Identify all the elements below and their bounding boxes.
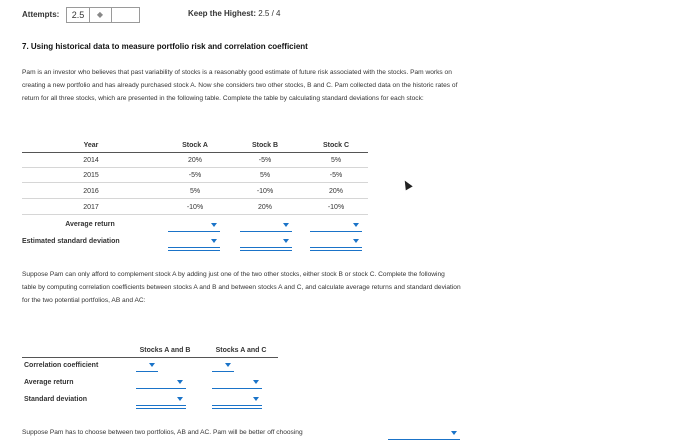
chevron-down-icon xyxy=(253,397,259,401)
col-header-stocks-ac: Stocks A and C xyxy=(215,347,267,354)
stock-c-average-dropdown[interactable] xyxy=(310,220,362,232)
std-dev-label: Estimated standard deviation xyxy=(22,238,120,245)
chevron-down-icon xyxy=(283,223,289,227)
portfolio-average-label: Average return xyxy=(24,379,74,386)
spinner-icon[interactable]: ◆ xyxy=(89,8,112,22)
ab-average-dropdown[interactable] xyxy=(136,377,186,389)
header-rule xyxy=(22,357,278,358)
chevron-down-icon xyxy=(353,239,359,243)
stock-b-average-dropdown[interactable] xyxy=(240,220,292,232)
ab-sd-dropdown[interactable] xyxy=(136,394,186,406)
row-divider xyxy=(22,167,368,168)
ac-average-dropdown[interactable] xyxy=(212,377,262,389)
table-cell: -5% xyxy=(329,172,343,179)
attempts-blank-cell xyxy=(111,8,138,22)
keep-highest-label: Keep the Highest: 2.5 / 4 xyxy=(188,9,281,18)
part2-text xyxy=(22,268,692,307)
row-divider xyxy=(22,198,368,199)
table-cell: -10% xyxy=(327,204,345,211)
stock-a-average-dropdown[interactable] xyxy=(168,220,220,232)
attempts-value: 2.5 xyxy=(67,8,90,22)
part2-line: Suppose Pam can only afford to complement stock A by adding just one of the two other stocks, either stock B or stock C. Complete the following xyxy=(22,271,445,278)
average-return-label: Average return xyxy=(65,221,115,228)
ac-sd-dropdown[interactable] xyxy=(212,394,262,406)
table-cell: 5% xyxy=(259,172,271,179)
stock-c-sd-dropdown[interactable] xyxy=(310,236,362,248)
portfolio-sd-label: Standard deviation xyxy=(24,396,88,403)
header-rule xyxy=(22,152,368,153)
chevron-down-icon xyxy=(177,397,183,401)
chevron-down-icon xyxy=(451,431,457,435)
intro-line: return for all three stocks, which are presented in the following table. Complete the table by calculating standard deviations for each stock: xyxy=(22,95,424,102)
chevron-down-icon xyxy=(149,363,155,367)
double-underline xyxy=(310,250,362,251)
table-cell: 2017 xyxy=(83,204,99,211)
intro-line: Pam is an investor who believes that past variability of stocks is a reasonably good estimate of future risk associated with the stocks. Pam works on xyxy=(22,69,452,76)
ab-correlation-dropdown[interactable] xyxy=(136,360,158,372)
intro-line: creating a new portfolio and has already purchased stock A. Now she considers two other stocks, B and C. Pam collected data on the historic rates of xyxy=(22,82,458,89)
chevron-down-icon xyxy=(353,223,359,227)
keep-highest-value: 2.5 / 4 xyxy=(258,9,281,18)
question-title: 7. Using historical data to measure portfolio risk and correlation coefficient xyxy=(22,42,308,51)
col-header-stock-b: Stock B xyxy=(251,142,279,149)
table-cell: -10% xyxy=(256,188,274,195)
table-cell: 2014 xyxy=(83,157,99,164)
ac-correlation-dropdown[interactable] xyxy=(212,360,234,372)
table-cell: 5% xyxy=(330,157,342,164)
table-cell: -10% xyxy=(186,204,204,211)
table-cell: 5% xyxy=(189,188,201,195)
attempts-label: Attempts: xyxy=(22,10,60,19)
table-cell: 20% xyxy=(328,188,343,195)
portfolio-choice-dropdown[interactable] xyxy=(388,428,460,440)
stock-a-sd-dropdown[interactable] xyxy=(168,236,220,248)
table-cell: -5% xyxy=(258,157,272,164)
table-cell: 2015 xyxy=(83,172,99,179)
chevron-down-icon xyxy=(253,380,259,384)
correlation-label: Correlation coefficient xyxy=(24,362,99,369)
col-header-stock-c: Stock C xyxy=(322,142,350,149)
stock-b-sd-dropdown[interactable] xyxy=(240,236,292,248)
mouse-cursor-icon xyxy=(401,179,412,191)
question-intro xyxy=(22,66,692,105)
chevron-down-icon xyxy=(225,363,231,367)
row-divider xyxy=(22,214,368,215)
double-underline xyxy=(240,250,292,251)
col-header-stocks-ab: Stocks A and B xyxy=(139,347,191,354)
chevron-down-icon xyxy=(283,239,289,243)
table-cell: 20% xyxy=(187,157,202,164)
double-underline xyxy=(168,250,220,251)
chevron-down-icon xyxy=(211,223,217,227)
double-underline xyxy=(136,408,186,409)
row-divider xyxy=(22,182,368,183)
col-header-stock-a: Stock A xyxy=(182,142,208,149)
chevron-down-icon xyxy=(211,239,217,243)
final-question: Suppose Pam has to choose between two portfolios, AB and AC. Pam will be better off choosing xyxy=(22,429,303,436)
table-cell: -5% xyxy=(188,172,202,179)
part2-line: table by computing correlation coefficients between stocks A and B and between stocks A and C, and calculate average returns and standard deviation xyxy=(22,284,461,291)
part2-line: for the two potential portfolios, AB and AC: xyxy=(22,297,146,304)
col-header-year: Year xyxy=(83,142,99,149)
table-cell: 20% xyxy=(257,204,272,211)
table-cell: 2016 xyxy=(83,188,99,195)
attempts-box xyxy=(66,7,140,23)
chevron-down-icon xyxy=(177,380,183,384)
double-underline xyxy=(212,408,262,409)
